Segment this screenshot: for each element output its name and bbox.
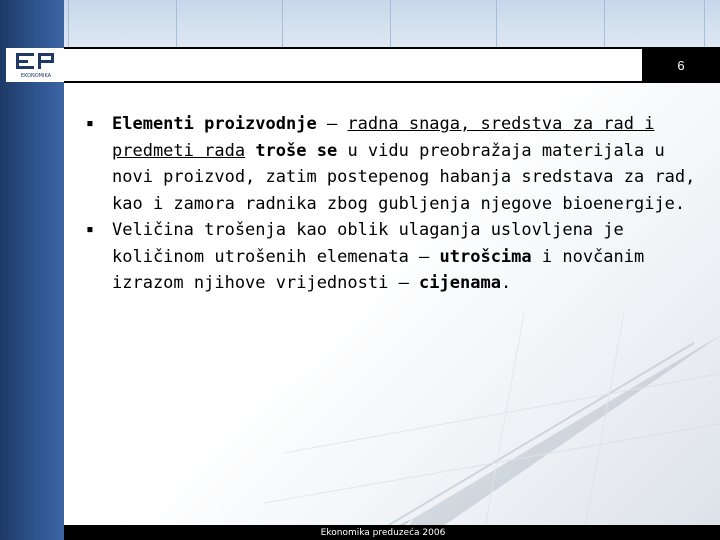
logo-word: EKONOMIKA <box>20 73 52 79</box>
logo <box>6 48 64 82</box>
header-bar <box>64 47 720 83</box>
body-text <box>245 141 255 161</box>
footer-bar <box>64 525 720 540</box>
top-decorative-band <box>64 0 720 48</box>
bold-text: utrošcima <box>439 246 532 267</box>
bullet-list <box>84 111 704 297</box>
square-bullet-icon: ▪ <box>86 116 94 131</box>
bold-text: cijenama <box>419 273 501 293</box>
body-text: – <box>316 114 348 134</box>
square-bullet-icon: ▪ <box>86 222 94 237</box>
body-text: u vidu preobražaja materijala u novi proizvod, zatim postepenog habanja sredstava za rad, kao i zamora radnika zbog gubljenja njegove bioenergije. <box>112 140 696 214</box>
slide-content <box>64 83 720 525</box>
term-text: Elementi proizvodnje <box>112 114 317 134</box>
logo-mark-icon <box>14 51 58 79</box>
body-text: . <box>500 273 512 293</box>
fountain-pen-icon <box>264 313 720 525</box>
footer-text: Ekonomika preduzeća 2006 <box>308 525 458 540</box>
bullet-item <box>84 111 704 217</box>
underlined-text: radna snaga, sredstva za rad i predmeti rada <box>112 114 655 161</box>
page-number: 6 <box>642 49 720 81</box>
body-text: i novčanim izrazom njihove vrijednosti – <box>112 246 645 293</box>
bold-text: troše se <box>255 140 338 161</box>
bullet-item <box>84 217 704 297</box>
body-text: Veličina trošenja kao oblik ulaganja uslovljena je količinom utrošenih elemenata – <box>112 220 624 267</box>
